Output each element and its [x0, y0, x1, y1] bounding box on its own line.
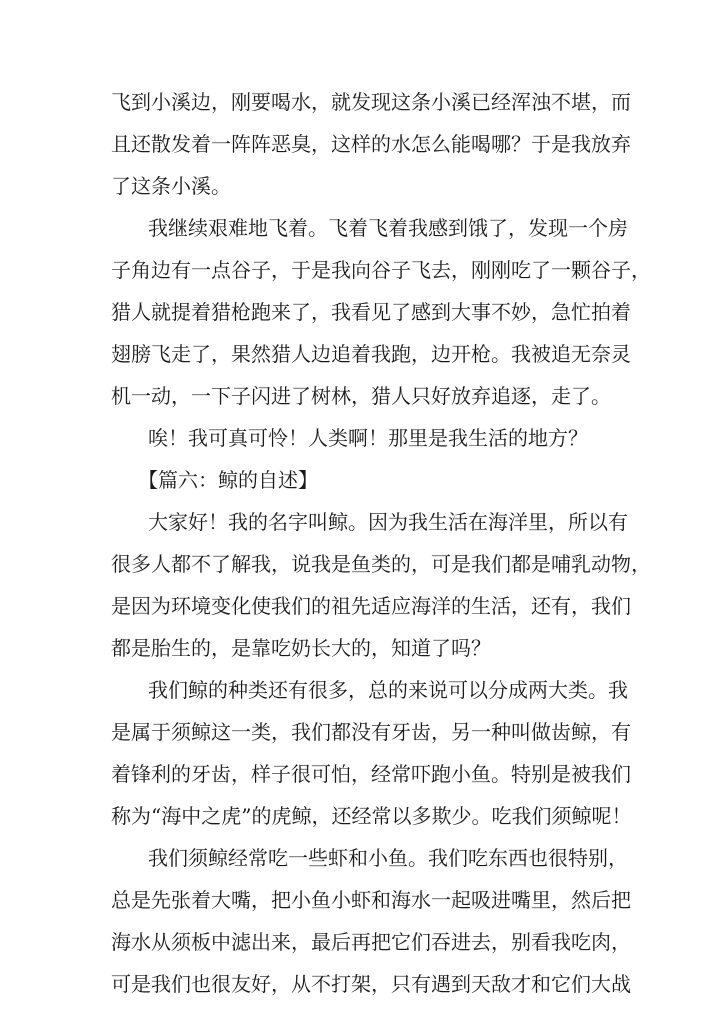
text-line: 了这条小溪。 [111, 174, 231, 198]
text-line: 我继续艰难地飞着。飞着飞着我感到饿了，发现一个房 [148, 216, 628, 240]
text-line: 总是先张着大嘴，把小鱼小虾和海水一起吸进嘴里，然后把 [111, 888, 631, 912]
text-line: 唉！我可真可怜！人类啊！那里是我生活的地方？ [148, 426, 588, 450]
text-line: 我们鲸的种类还有很多，总的来说可以分成两大类。我 [148, 678, 628, 702]
text-line: 是因为环境变化使我们的祖先适应海洋的生活，还有，我们 [111, 594, 631, 618]
text-line: 机一动，一下子闪进了树林，猎人只好放弃追逐，走了。 [111, 384, 611, 408]
text-line: 海水从须板中滤出来，最后再把它们吞进去，别看我吃肉， [111, 930, 631, 954]
text-line: 大家好！我的名字叫鲸。因为我生活在海洋里，所以有 [148, 510, 628, 534]
text-line: 都是胎生的，是靠吃奶长大的，知道了吗？ [111, 636, 491, 660]
text-line: 着锋利的牙齿，样子很可怕，经常吓跑小鱼。特别是被我们 [111, 762, 631, 786]
text-line: 可是我们也很友好，从不打架，只有遇到天敌才和它们大战 [111, 972, 631, 996]
text-line: 子角边有一点谷子，于是我向谷子飞去，刚刚吃了一颗谷子， [111, 258, 651, 282]
text-line: 飞到小溪边，刚要喝水，就发现这条小溪已经浑浊不堪，而 [111, 90, 631, 114]
text-line: 是属于须鲸这一类，我们都没有牙齿，另一种叫做齿鲸，有 [111, 720, 631, 744]
text-line: 很多人都不了解我，说我是鱼类的，可是我们都是哺乳动物， [111, 552, 651, 576]
text-line: 称为“海中之虎”的虎鲸，还经常以多欺少。吃我们须鲸呢！ [111, 804, 632, 828]
text-line: 猎人就提着猎枪跑来了，我看见了感到大事不妙，急忙拍着 [111, 300, 631, 324]
text-line: 翅膀飞走了，果然猎人边追着我跑，边开枪。我被追无奈灵 [111, 342, 631, 366]
section-heading: 【篇六：鲸的自述】 [138, 468, 318, 492]
text-line: 且还散发着一阵阵恶臭，这样的水怎么能喝哪？于是我放弃 [111, 132, 631, 156]
text-line: 我们须鲸经常吃一些虾和小鱼。我们吃东西也很特别， [148, 846, 628, 870]
